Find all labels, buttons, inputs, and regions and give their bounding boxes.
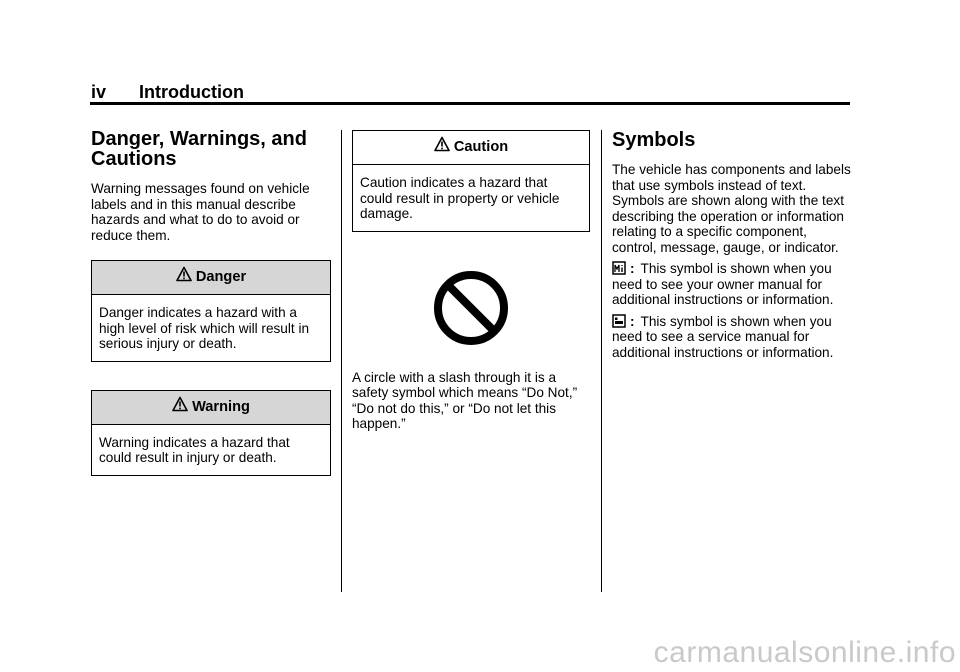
page-number: iv <box>91 82 107 102</box>
service-manual-symbol-paragraph: : This symbol is shown when you need to see a service manual for additional instructions or information. <box>612 313 834 360</box>
section-heading: Danger, Warnings, and Cautions <box>91 128 307 170</box>
warning-triangle-icon <box>434 136 450 152</box>
danger-box <box>91 260 331 362</box>
danger-warnings-column <box>91 115 331 476</box>
owner-manual-text: This symbol is shown when you need to see your owner manual for additional instructions or information. <box>612 261 834 307</box>
caution-box-text: Caution indicates a hazard that could result in property or vehicle damage. <box>360 175 560 221</box>
page-header <box>91 82 244 103</box>
watermark: carmanualsonline.info <box>653 636 956 669</box>
caution-box <box>352 130 590 232</box>
symbols-column <box>612 116 852 360</box>
no-symbol-caption: A circle with a slash through it is a safety symbol which means “Do Not,” “Do not do this,” or “Do not let this happen.” <box>352 369 578 431</box>
danger-box-header <box>92 261 330 295</box>
warning-box <box>91 390 331 476</box>
warning-box-text: Warning indicates a hazard that could result in injury or death. <box>99 434 290 465</box>
symbols-intro: The vehicle has components and labels that use symbols instead of text. Symbols are shown along with the text describing the operation or information relating to a specific component, control, message, gauge, or indicator. <box>612 162 851 255</box>
danger-box-text: Danger indicates a hazard with a high level of risk which will result in serious injury or death. <box>99 305 310 351</box>
danger-box-title: Danger <box>195 269 247 285</box>
warning-triangle-icon <box>176 266 192 282</box>
do-not-symbol-icon <box>432 269 510 347</box>
owner-manual-symbol-paragraph: : This symbol is shown when you need to see your owner manual for additional instructions or information. <box>612 261 834 307</box>
column-divider <box>341 130 342 592</box>
caution-box-title: Caution <box>453 139 509 155</box>
intro-paragraph: Warning messages found on vehicle labels and in this manual describe hazards and what to do to avoid or reduce them. <box>91 181 310 243</box>
column-divider <box>601 130 602 592</box>
service-manual-text: This symbol is shown when you need to see a service manual for additional instructions or information. <box>612 313 834 360</box>
symbols-heading: Symbols <box>612 129 696 151</box>
section-title: Introduction <box>139 82 244 102</box>
caution-column <box>352 130 590 432</box>
warning-triangle-icon <box>172 396 188 412</box>
warning-box-header <box>92 391 330 425</box>
warning-box-title: Warning <box>192 398 250 415</box>
service-manual-icon <box>612 314 626 328</box>
header-rule <box>90 102 850 105</box>
caution-box-header <box>353 131 589 165</box>
owner-manual-icon <box>612 261 626 275</box>
